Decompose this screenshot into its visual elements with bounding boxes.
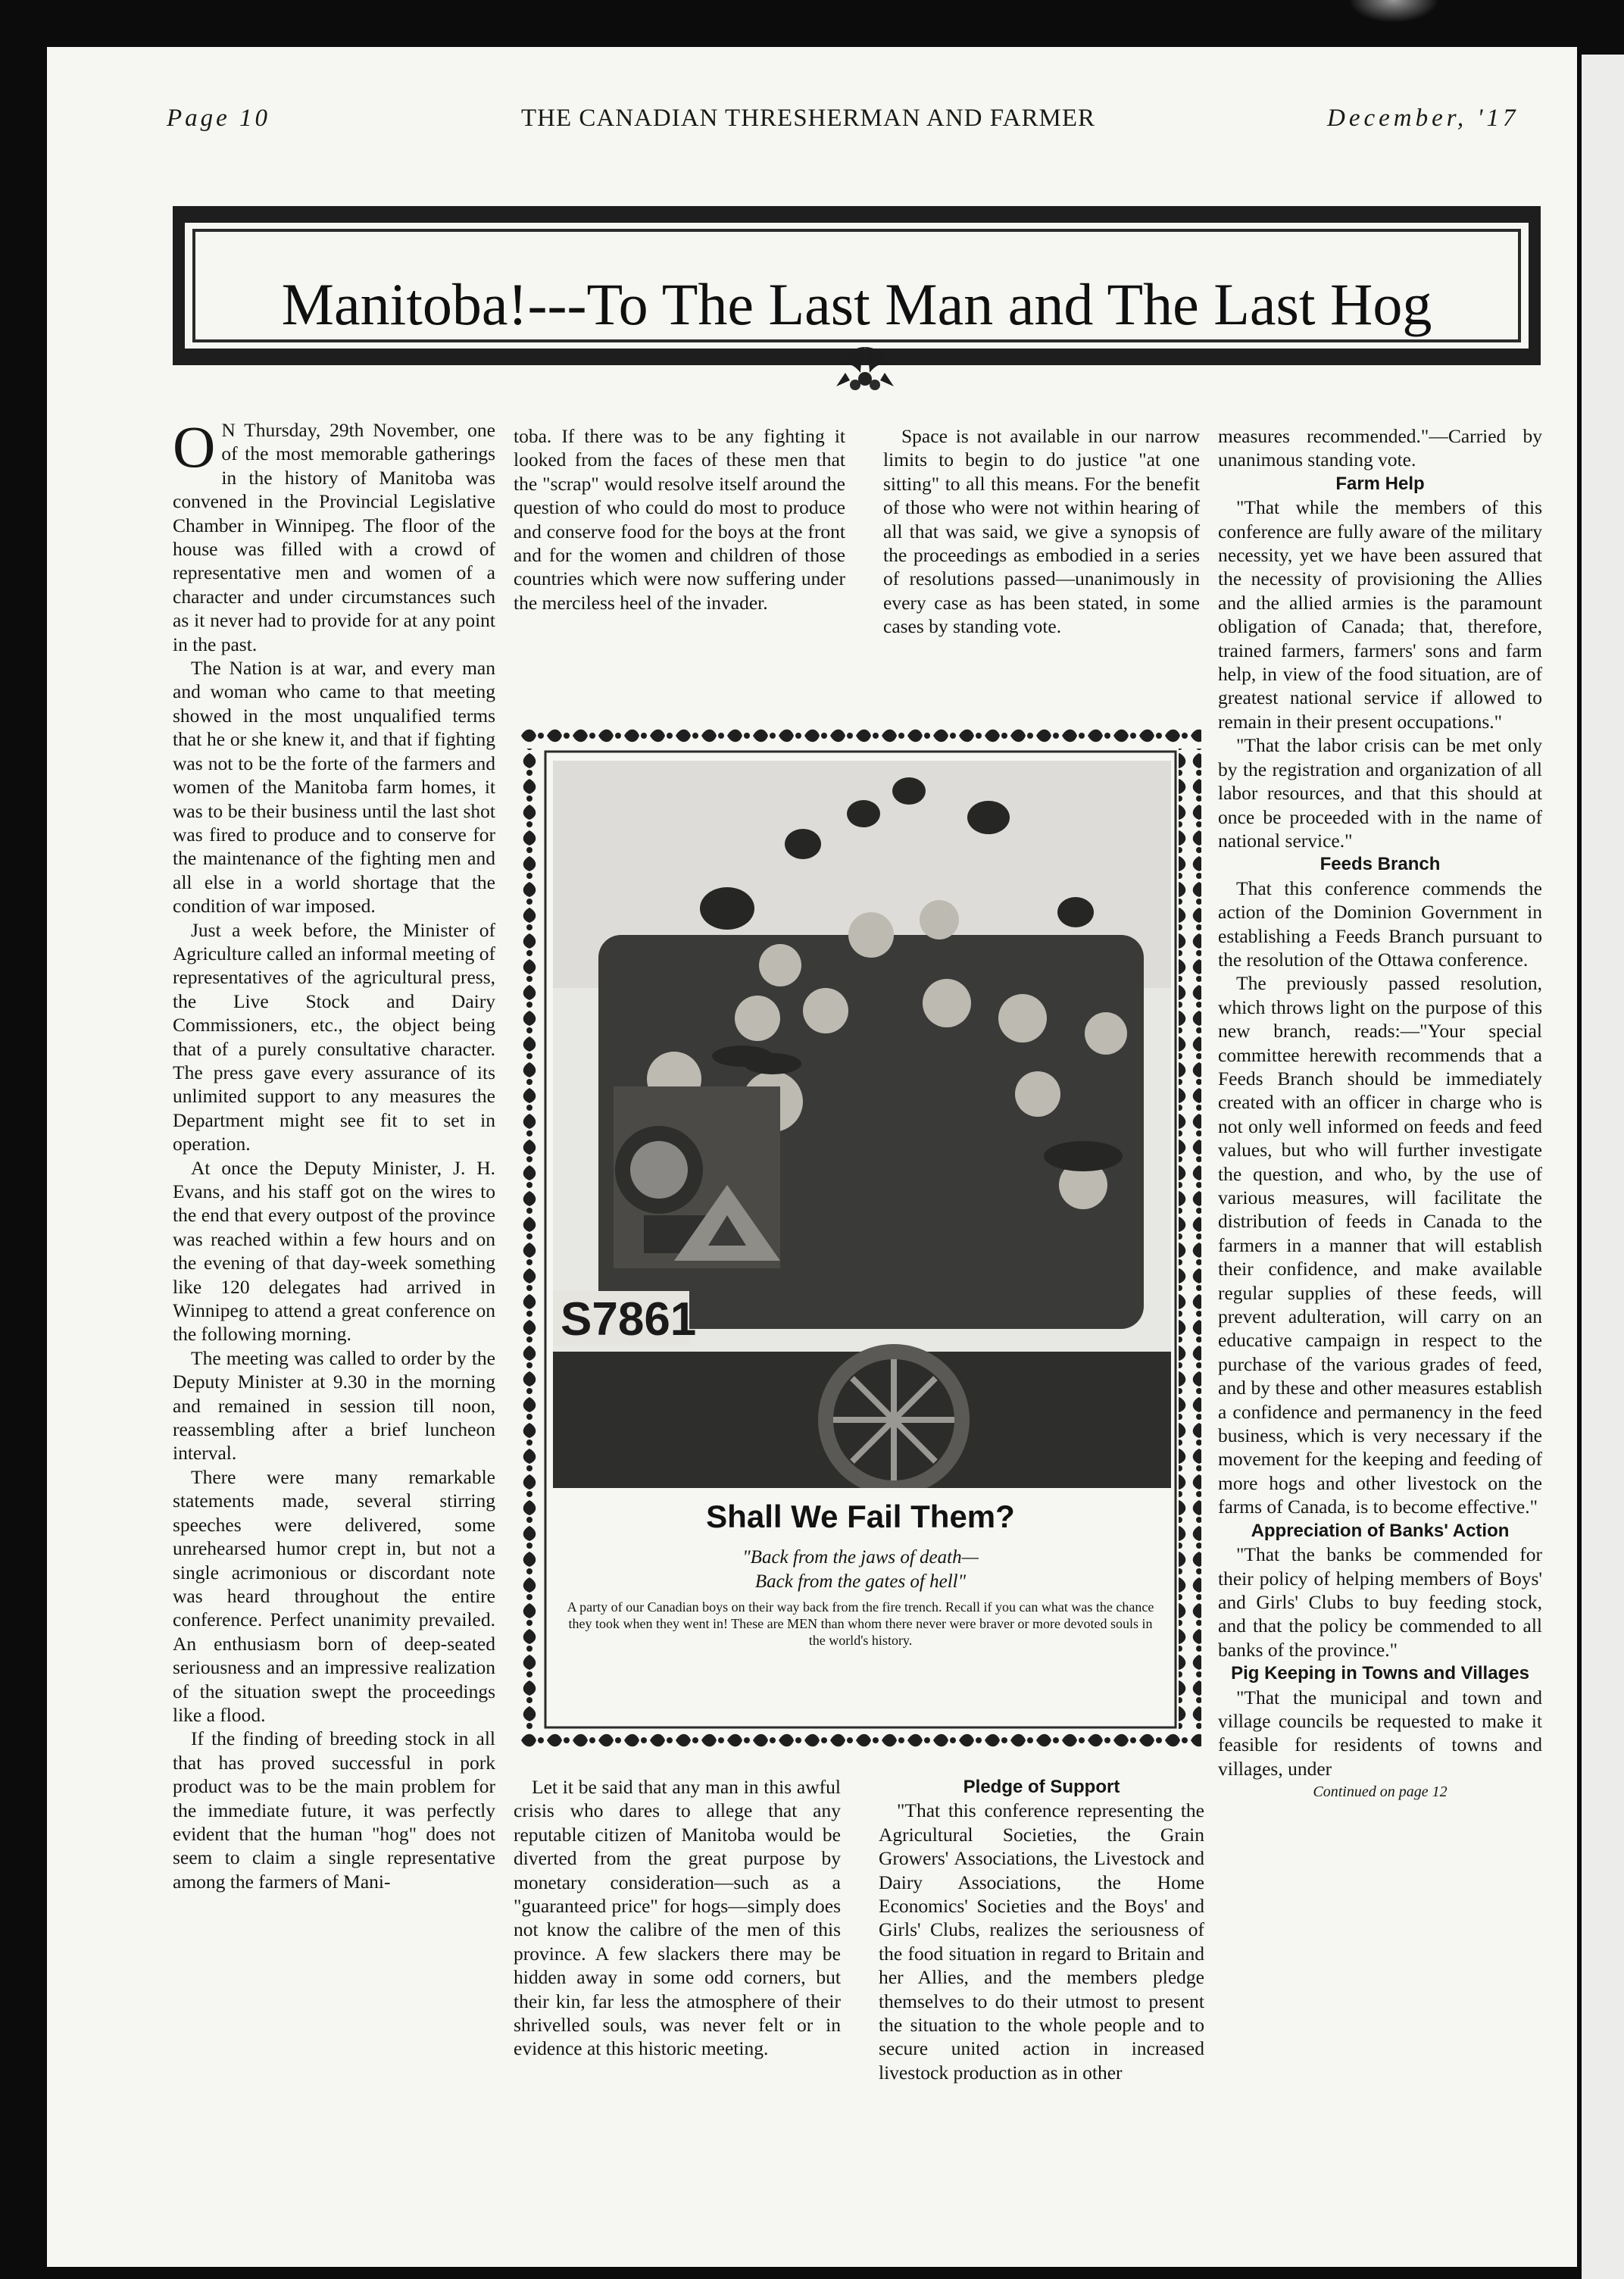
holly-ornament-icon (830, 342, 900, 395)
section-heading: Pledge of Support (963, 1777, 1120, 1797)
paragraph: "That the municipal and town and village councils be requested to make it feasible for residents of towns and villages, under (1218, 1686, 1542, 1780)
paragraph: The meeting was called to order by the Deputy Minister at 9.30 in the morning and remained in session till noon, reassembling after a brief luncheon interval. (173, 1346, 495, 1465)
headline-frame (173, 206, 1541, 365)
photo-panel (520, 726, 1201, 1753)
quote-line: "Back from the jaws of death— (742, 1547, 979, 1568)
drop-cap: O (173, 414, 216, 480)
article-column-3-bottom (879, 1775, 1204, 2084)
article-column-1 (173, 414, 495, 1893)
paragraph: The previously passed resolution, which throws light on the purpose of this new branch, reads:—"Your special committee herewith recommends that a Feeds Branch should be immediately created with an officer in charge who is not only well informed on feeds and feed values, but who will further investigate the question, and who, by the use of various measures, will facilitate the distribution of feeds in Canada to the farmers in a manner that will establish their confidence, and make available regular supplies of these feeds, will prevent adulteration, will carry on an educative campaign in respect to the purchase of the various grades of feed, and by these and other measures establish a confidence and permanency in the feed business, which is very necessary if the movement for the keeping and feeding of more hogs and other livestock on the farms of Canada, is to become effective." (1218, 972, 1542, 1518)
paragraph: There were many remarkable statements made, several stirring speeches were delivered, some unrehearsed humor crept in, but not a single acrimonious or discordant note was heard throughout the entire conference. Perfect unanimity prevailed. An enthusiasm born of deep-seated seriousness and an impressive realization of the situation swept the proceedings like a flood. (173, 1465, 495, 1726)
paragraph: "That the banks be commended for their policy of helping members of Boys' and Girls' Clubs to buy feeding stock, and that the policy be commended to all banks of the province." (1218, 1543, 1542, 1661)
adjacent-page-edge (1582, 55, 1624, 2279)
soldiers-photo (553, 761, 1171, 1488)
paragraph (173, 414, 495, 656)
continued-notice: Continued on page 12 (1313, 1783, 1448, 1801)
photo-caption-body: A party of our Canadian boys on their way back from the fire trench. Recall if you can what was the chance they took when they went in! These are MEN than whom there never were braver or more devoted souls in the world's history. (567, 1599, 1154, 1648)
section-heading: Farm Help (1335, 473, 1425, 494)
paragraph: If the finding of breeding stock in all that has proved successful in pork product was to be the main problem for the immediate future, it was perfectly evident that the human "hog" does not seem to claim a single representative among the farmers of Mani- (173, 1727, 495, 1893)
paragraph: Just a week before, the Minister of Agriculture called an informal meeting of representatives of the agricultural press, the Live Stock and Dairy Commissioners, etc., the object being that of a purely consultative character. The press gave every assurance of its unlimited support to any measures the Department might see fit to set in operation. (173, 918, 495, 1155)
article-column-4 (1218, 424, 1542, 1805)
article-column-3-top (883, 424, 1200, 639)
paragraph: That this conference commends the action of the Dominion Government in establishing a Feeds Branch pursuant to the resolution of the Ottawa conference. (1218, 877, 1542, 971)
section-heading: Pig Keeping in Towns and Villages (1231, 1663, 1529, 1684)
photo-caption-quote (520, 1546, 1201, 1594)
photo-caption-title: Shall We Fail Them? (706, 1499, 1015, 1534)
scan-corner-mark (1348, 0, 1439, 23)
headline: Manitoba!---To The Last Man and The Last Hog (281, 271, 1432, 337)
publication-title: THE CANADIAN THRESHERMAN AND FARMER (521, 105, 1095, 132)
section-heading: Appreciation of Banks' Action (1251, 1520, 1510, 1541)
page-number: Page 10 (167, 105, 271, 132)
paragraph: The Nation is at war, and every man and woman who came to that meeting showed in the most unqualified terms that he or she knew it, and that if fighting was not to be the forte of the farmers and women of the Manitoba farm homes, it was to be their business until the last shot was fired to produce and to conserve for the maintenance of the fighting men and all else in a world shortage that the condition of war imposed. (173, 657, 495, 918)
paragraph-text: N Thursday, 29th November, one of the most memorable gatherings in the history of Manitoba was convened in the Provincial Legislative Chamber in Winnipeg. The floor of the house was filled with a crowd of representative men and women of a character and under circumstances such as it never had to provide for at any point in the past. (173, 419, 495, 655)
paragraph: Space is not available in our narrow limits to begin to do justice "at one sitting" to all this means. For the benefit of those who were not within hearing of all that was said, we give a synopsis of the proceedings as embodied in a series of resolutions passed—unanimously in every case as has been stated, in some cases by standing vote. (883, 425, 1200, 638)
paragraph: At once the Deputy Minister, J. H. Evans, and his staff got on the wires to the end that every outpost of the province was reached within a few hours and on the evening of that day-week something like 120 delegates had arrived in Winnipeg to attend a great conference on the following morning. (173, 1156, 495, 1346)
issue-date: December, '17 (1327, 105, 1519, 132)
truck-plate: S7861 (561, 1293, 697, 1346)
article-column-2-bottom (514, 1775, 841, 2061)
section-heading: Feeds Branch (1320, 854, 1441, 875)
paragraph: toba. If there was to be any fighting it looked from the faces of these men that the "scrap" would resolve itself around the question of who could do most to produce and conserve food for the boys at the front and for the women and children of those countries which were now suffering under the merciless heel of the invader. (514, 425, 845, 614)
article-column-2-top (514, 424, 845, 614)
paragraph: Let it be said that any man in this awful crisis who dares to allege that any reputable citizen of Manitoba would be diverted from the great purpose by monetary consideration—such as a "guaranteed price" for hogs—simply does not know the calibre of the men of this province. A few slackers there may be hidden away in some odd corners, but their kin, far less the atmosphere of their shrivelled souls, was never felt or in evidence at this historic meeting. (514, 1776, 841, 2060)
quote-line: Back from the gates of hell" (754, 1571, 967, 1592)
paragraph: measures recommended."—Carried by unanimous standing vote. (1218, 425, 1542, 471)
paragraph: "That this conference representing the Agricultural Societies, the Grain Growers' Associations, the Livestock and Dairy Associations, the Home Economics' Societies and the Boys' and Girls' Clubs, realizes the seriousness of the food situation in regard to Britain and her Allies, and the members pledge themselves to do their utmost to present the situation to the whole people and to secure united action in increased livestock production as in other (879, 1799, 1204, 2084)
paragraph: "That while the members of this conference are fully aware of the military necessity, yet we have been assured that the necessity of provisioning the Allies and the allied armies is the paramount obligation of Canada; that, therefore, trained farmers, farmers' sons and farm help, in view of the food situation, are of greatest national service if allowed to remain in their present occupations." (1218, 496, 1542, 733)
paragraph: "That the labor crisis can be met only by the registration and organization of all labor resources, and that this should at once be proceeded with in the name of national service." (1218, 734, 1542, 852)
